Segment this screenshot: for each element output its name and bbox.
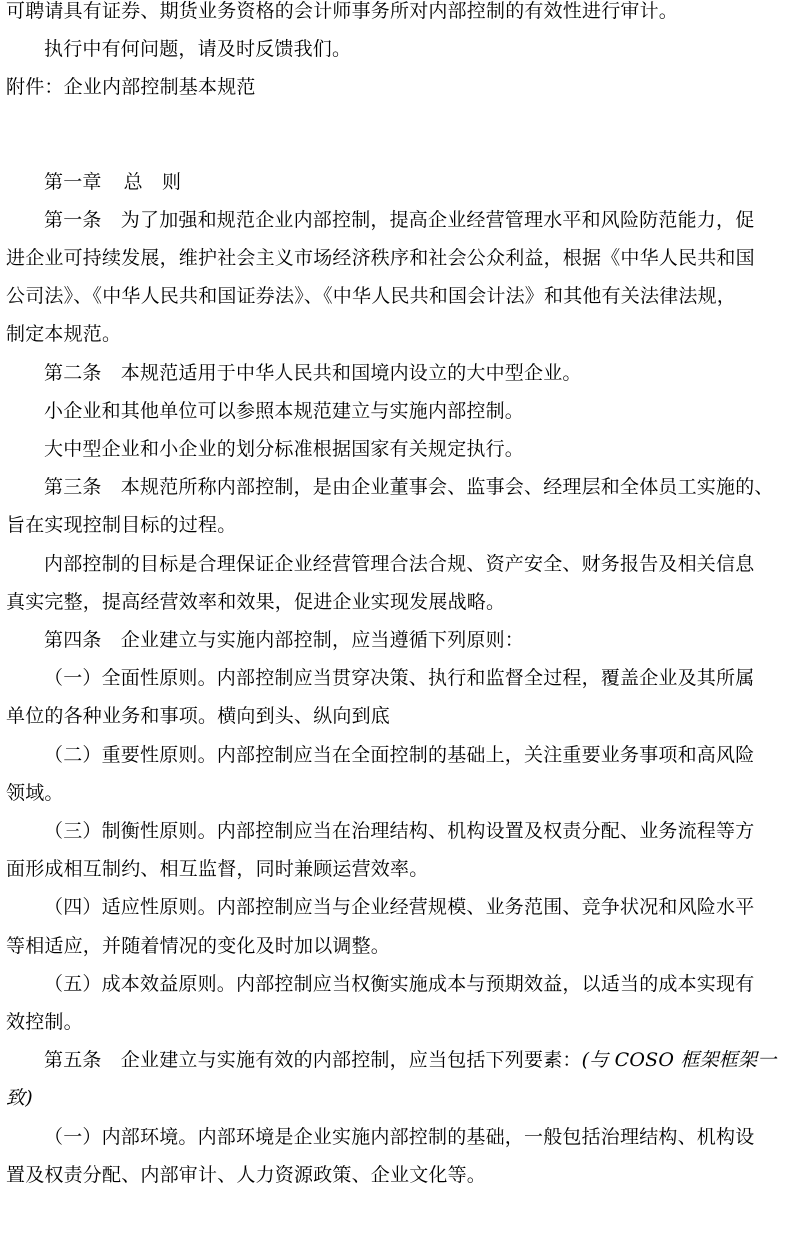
- article-5-note-cont: 致): [6, 1087, 33, 1110]
- principle-5-line-1: （五）成本效益原则。内部控制应当权衡实施成本与预期效益，以适当的成本实现有: [44, 972, 755, 995]
- principle-1-line-1: （一）全面性原则。内部控制应当贯穿决策、执行和监督全过程，覆盖企业及其所属: [44, 667, 755, 690]
- principle-5-line-2: 效控制。: [6, 1011, 83, 1034]
- principle-2-line-2: 领域。: [6, 781, 64, 804]
- element-1-line-1: （一）内部环境。内部环境是企业实施内部控制的基础，一般包括治理结构、机构设: [44, 1125, 755, 1148]
- article-1-line-4: 制定本规范。: [6, 323, 122, 346]
- blank-gap: [6, 107, 792, 163]
- article-5-note: (与 COSO 框架框架一: [581, 1049, 777, 1072]
- chapter-heading: [6, 163, 792, 201]
- element-1-line-2: 置及权责分配、内部审计、人力资源政策、企业文化等。: [6, 1163, 487, 1186]
- article-1-line-2: 进企业可持续发展，维护社会主义市场经济秩序和社会公众利益，根据《中华人民共和国: [6, 247, 755, 270]
- principle-1-line-2: 单位的各种业务和事项。横向到头、纵向到底: [6, 705, 391, 728]
- article-1-line-3: 公司法》、《中华人民共和国证券法》、《中华人民共和国会计法》和其他有关法律法规，: [6, 285, 737, 308]
- article-2-line-3: 大中型企业和小企业的划分标准根据国家有关规定执行。: [44, 438, 525, 461]
- attachment-line: 附件：企业内部控制基本规范: [6, 76, 256, 99]
- article-3-line-4: 真实完整，提高经营效率和效果，促进企业实现发展战略。: [6, 590, 506, 613]
- article-2-line-1: 第二条 本规范适用于中华人民共和国境内设立的大中型企业。: [44, 361, 582, 384]
- article-3-line-1: 第三条 本规范所称内部控制，是由企业董事会、监事会、经理层和全体员工实施的、: [44, 476, 774, 499]
- principle-2-line-1: （二）重要性原则。内部控制应当在全面控制的基础上，关注重要业务事项和高风险: [44, 743, 755, 766]
- intro-line-1: 可聘请具有证券、期货业务资格的会计师事务所对内部控制的有效性进行审计。: [6, 0, 679, 22]
- article-4-line-1: 第四条 企业建立与实施内部控制，应当遵循下列原则：: [44, 629, 525, 652]
- intro-line-2: 执行中有何问题，请及时反馈我们。: [44, 38, 352, 61]
- principle-3-line-2: 面形成相互制约、相互监督，同时兼顾运营效率。: [6, 858, 429, 881]
- article-3-line-2: 旨在实现控制目标的过程。: [6, 514, 237, 537]
- principle-4-line-2: 等相适应，并随着情况的变化及时加以调整。: [6, 934, 391, 957]
- chapter-number: 第一章: [44, 170, 102, 193]
- article-2-line-2: 小企业和其他单位可以参照本规范建立与实施内部控制。: [44, 399, 525, 422]
- article-1-line-1: 第一条 为了加强和规范企业内部控制，提高企业经营管理水平和风险防范能力，促: [44, 208, 755, 231]
- chapter-title: 总 则: [123, 170, 182, 193]
- article-5-line-1: [6, 1041, 792, 1079]
- article-3-line-3: 内部控制的目标是合理保证企业经营管理合法合规、资产安全、财务报告及相关信息: [44, 552, 755, 575]
- principle-4-line-1: （四）适应性原则。内部控制应当与企业经营规模、业务范围、竞争状况和风险水平: [44, 896, 755, 919]
- principle-3-line-1: （三）制衡性原则。内部控制应当在治理结构、机构设置及权责分配、业务流程等方: [44, 820, 755, 843]
- article-5-text: 第五条 企业建立与实施有效的内部控制，应当包括下列要素：: [44, 1049, 582, 1072]
